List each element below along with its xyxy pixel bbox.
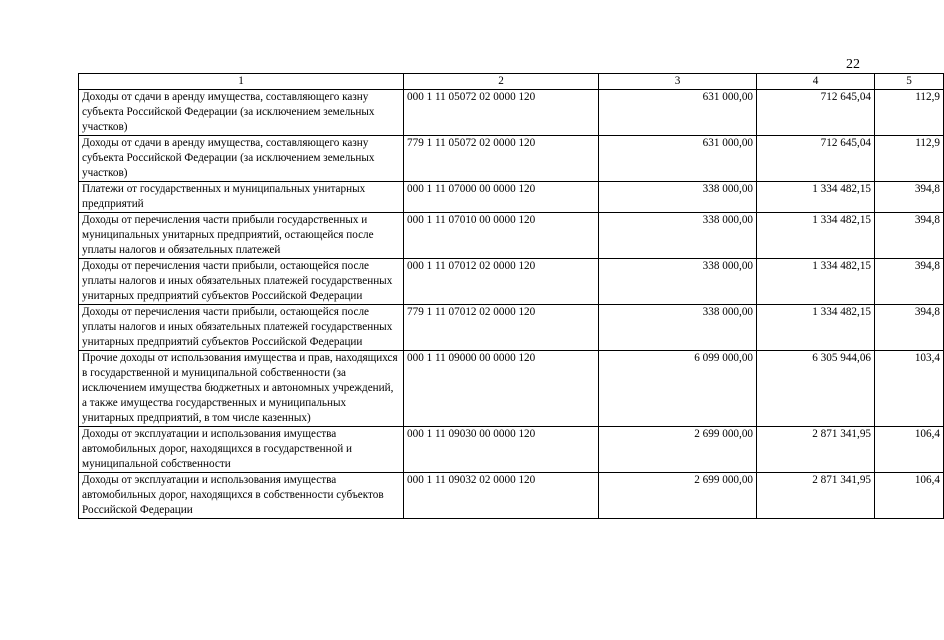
row-plan: 338 000,00 <box>599 182 757 213</box>
row-actual: 6 305 944,06 <box>757 351 875 427</box>
row-name: Доходы от эксплуатации и использования имущества автомобильных дорог, находящихся в государственной и муниципальной собственности <box>79 427 404 473</box>
table-row <box>79 90 944 136</box>
table-row <box>79 259 944 305</box>
row-percent: 106,4 <box>875 427 944 473</box>
row-percent: 394,8 <box>875 213 944 259</box>
row-plan: 6 099 000,00 <box>599 351 757 427</box>
row-percent: 394,8 <box>875 305 944 351</box>
table-row <box>79 136 944 182</box>
page-number: 22 <box>846 57 860 72</box>
row-percent: 106,4 <box>875 473 944 519</box>
row-plan: 338 000,00 <box>599 305 757 351</box>
row-plan: 2 699 000,00 <box>599 427 757 473</box>
row-name: Доходы от сдачи в аренду имущества, составляющего казну субъекта Российской Федерации (за исключением земельных участков) <box>79 136 404 182</box>
table-row <box>79 305 944 351</box>
column-header-1: 1 <box>79 74 404 90</box>
row-name: Прочие доходы от использования имущества и прав, находящихся в государственной и муниципальной собственности (за исключением имущества бюджетных и автономных учреждений, а также имущества государственных и муниципальных унитарных предприятий, в том числе казенных) <box>79 351 404 427</box>
row-percent: 394,8 <box>875 259 944 305</box>
row-actual: 1 334 482,15 <box>757 213 875 259</box>
revenue-table <box>78 73 944 519</box>
row-name: Доходы от сдачи в аренду имущества, составляющего казну субъекта Российской Федерации (за исключением земельных участков) <box>79 90 404 136</box>
column-header-2: 2 <box>404 74 599 90</box>
column-header-5: 5 <box>875 74 944 90</box>
row-code: 000 1 11 05072 02 0000 120 <box>404 90 599 136</box>
row-plan: 338 000,00 <box>599 213 757 259</box>
row-actual: 2 871 341,95 <box>757 427 875 473</box>
row-name: Доходы от перечисления части прибыли государственных и муниципальных унитарных предприятий, остающейся после уплаты налогов и обязательных платежей <box>79 213 404 259</box>
row-actual: 712 645,04 <box>757 136 875 182</box>
row-actual: 712 645,04 <box>757 90 875 136</box>
row-code: 779 1 11 07012 02 0000 120 <box>404 305 599 351</box>
row-actual: 1 334 482,15 <box>757 259 875 305</box>
row-code: 000 1 11 07000 00 0000 120 <box>404 182 599 213</box>
row-percent: 103,4 <box>875 351 944 427</box>
row-name: Платежи от государственных и муниципальных унитарных предприятий <box>79 182 404 213</box>
row-actual: 1 334 482,15 <box>757 305 875 351</box>
table-header-row <box>79 74 944 90</box>
row-code: 779 1 11 05072 02 0000 120 <box>404 136 599 182</box>
row-name: Доходы от эксплуатации и использования имущества автомобильных дорог, находящихся в собственности субъектов Российской Федерации <box>79 473 404 519</box>
row-plan: 2 699 000,00 <box>599 473 757 519</box>
row-code: 000 1 11 09000 00 0000 120 <box>404 351 599 427</box>
row-code: 000 1 11 09032 02 0000 120 <box>404 473 599 519</box>
table-row <box>79 351 944 427</box>
row-plan: 338 000,00 <box>599 259 757 305</box>
table-row <box>79 182 944 213</box>
table-row <box>79 427 944 473</box>
row-percent: 394,8 <box>875 182 944 213</box>
table-row <box>79 473 944 519</box>
table-row <box>79 213 944 259</box>
column-header-4: 4 <box>757 74 875 90</box>
row-code: 000 1 11 09030 00 0000 120 <box>404 427 599 473</box>
row-name: Доходы от перечисления части прибыли, остающейся после уплаты налогов и иных обязательных платежей государственных унитарных предприятий субъектов Российской Федерации <box>79 305 404 351</box>
column-header-3: 3 <box>599 74 757 90</box>
row-code: 000 1 11 07010 00 0000 120 <box>404 213 599 259</box>
row-percent: 112,9 <box>875 90 944 136</box>
row-percent: 112,9 <box>875 136 944 182</box>
row-name: Доходы от перечисления части прибыли, остающейся после уплаты налогов и иных обязательных платежей государственных унитарных предприятий субъектов Российской Федерации <box>79 259 404 305</box>
row-plan: 631 000,00 <box>599 136 757 182</box>
row-code: 000 1 11 07012 02 0000 120 <box>404 259 599 305</box>
row-actual: 1 334 482,15 <box>757 182 875 213</box>
row-actual: 2 871 341,95 <box>757 473 875 519</box>
row-plan: 631 000,00 <box>599 90 757 136</box>
